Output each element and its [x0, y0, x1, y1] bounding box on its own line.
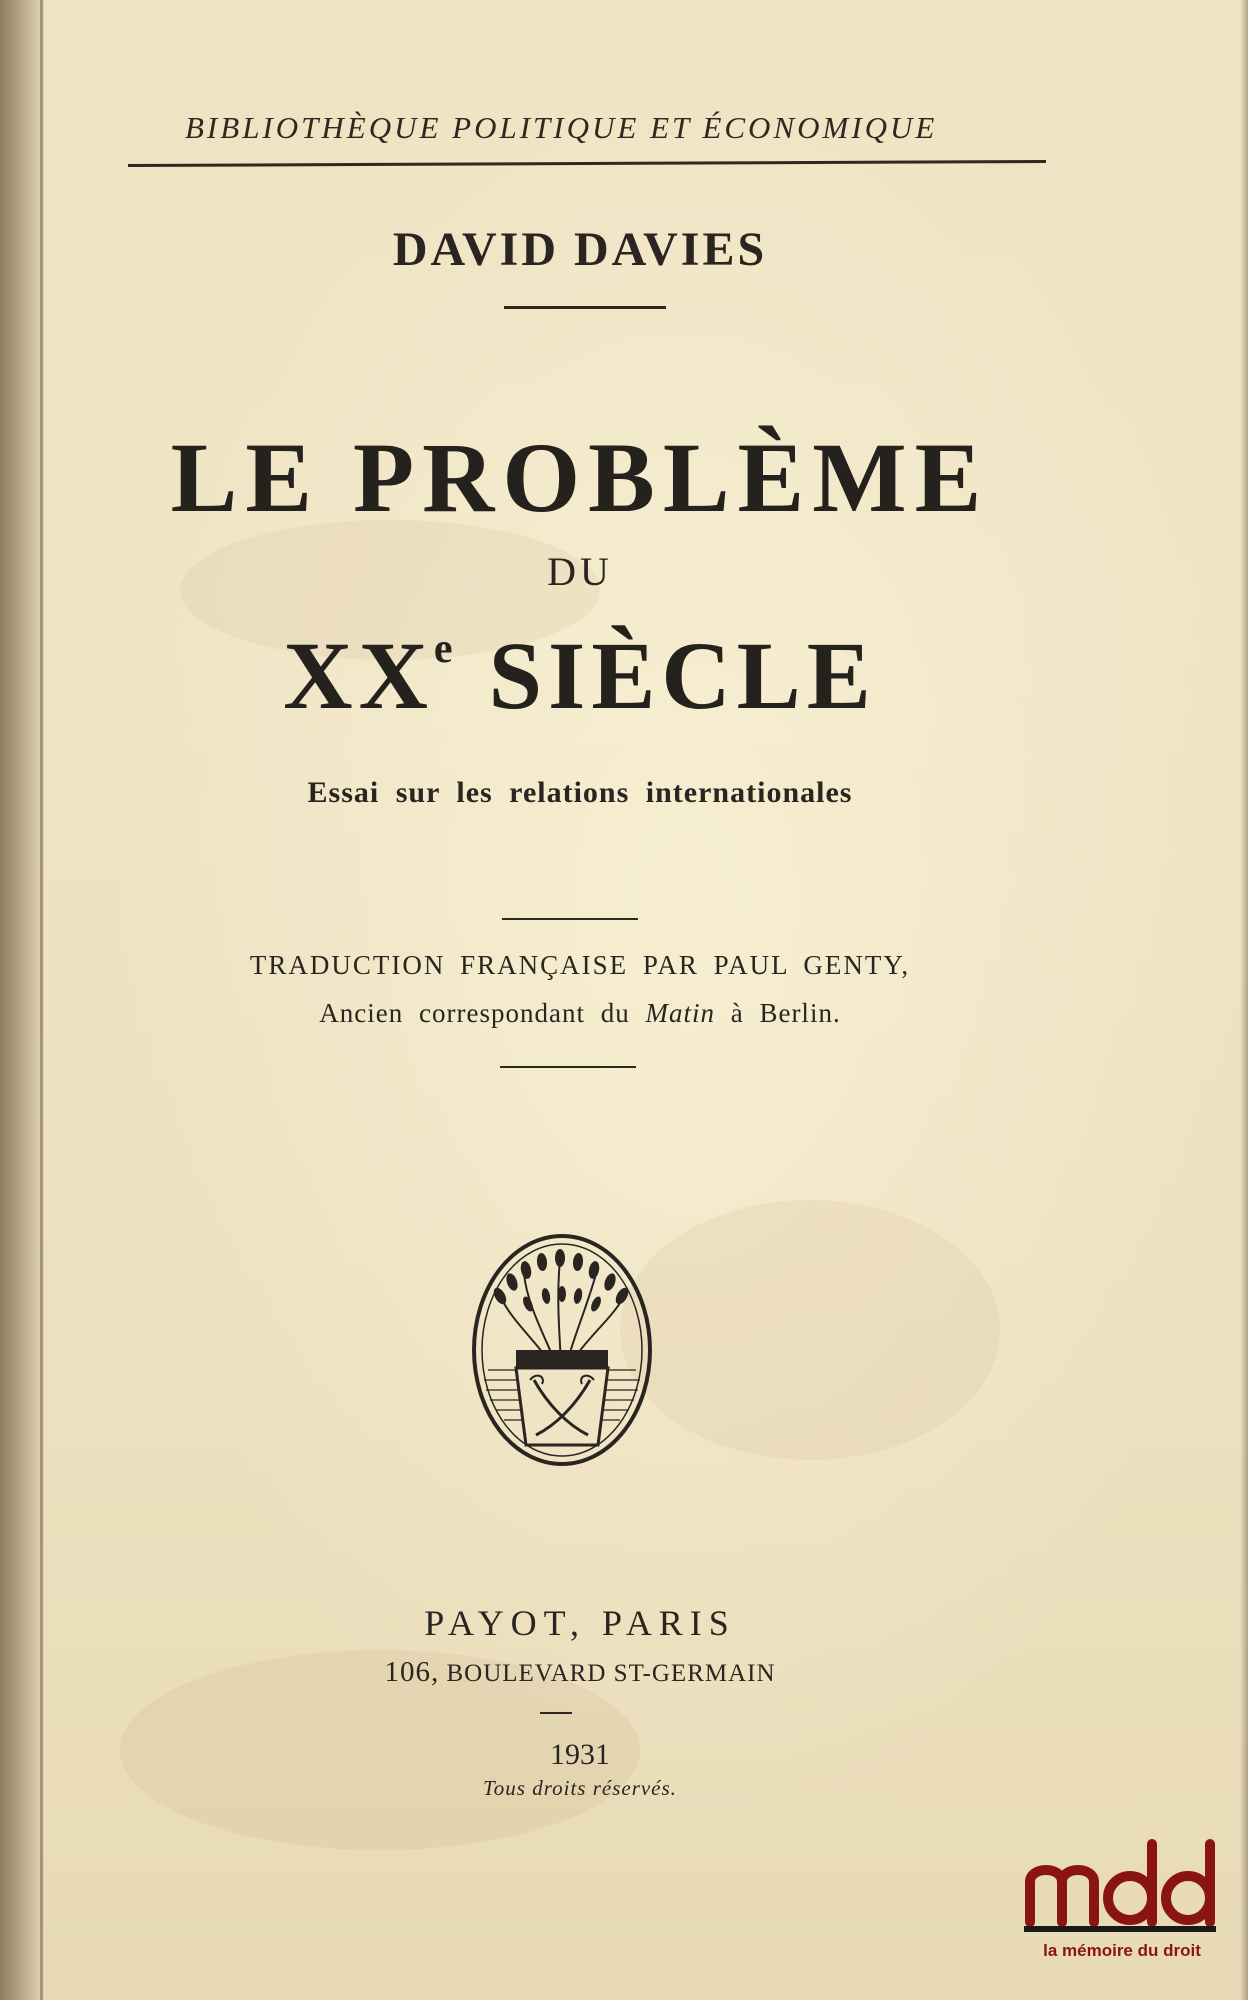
subtitle: Essai sur les relations internationales	[307, 776, 853, 809]
title-line-3	[0, 620, 1160, 731]
mdd-logo-icon	[1022, 1836, 1222, 1932]
mdd-watermark	[1022, 1836, 1222, 1976]
title-line-1: LE PROBLÈME	[170, 422, 990, 533]
mdd-tagline: la mémoire du droit	[1043, 1941, 1201, 1960]
title-century: XX	[283, 622, 434, 729]
translator-description-suffix: à Berlin.	[714, 998, 841, 1028]
translation-credit: TRADUCTION FRANÇAISE PAR PAUL GENTY,	[249, 950, 911, 980]
title-siecle: SIÈCLE	[458, 622, 877, 729]
translator-description	[0, 998, 1160, 1029]
separator-rule	[502, 918, 638, 920]
author-rule	[504, 306, 666, 309]
rights-notice: Tous droits réservés.	[483, 1776, 677, 1800]
translator-description-prefix: Ancien correspondant du	[319, 998, 646, 1028]
publication-year: 1931	[550, 1738, 610, 1771]
publisher-name: PAYOT, PARIS	[424, 1603, 736, 1643]
separator-rule	[500, 1066, 636, 1068]
title-century-superscript: e	[433, 626, 459, 672]
wheat-sheaf-emblem-icon	[468, 1230, 656, 1470]
newspaper-name: Matin	[645, 998, 715, 1028]
publisher-address	[0, 1656, 1160, 1689]
short-rule	[540, 1712, 572, 1714]
title-line-2: DU	[547, 549, 613, 594]
author-name: DAVID DAVIES	[392, 223, 768, 276]
series-rule	[128, 160, 1046, 167]
series-title: BIBLIOTHÈQUE POLITIQUE ET ÉCONOMIQUE	[185, 110, 938, 145]
paper-stain	[620, 1200, 1000, 1460]
address-number: 106,	[384, 1656, 440, 1688]
address-street: BOULEVARD ST-GERMAIN	[439, 1660, 776, 1687]
page-right-edge	[1240, 0, 1248, 2000]
